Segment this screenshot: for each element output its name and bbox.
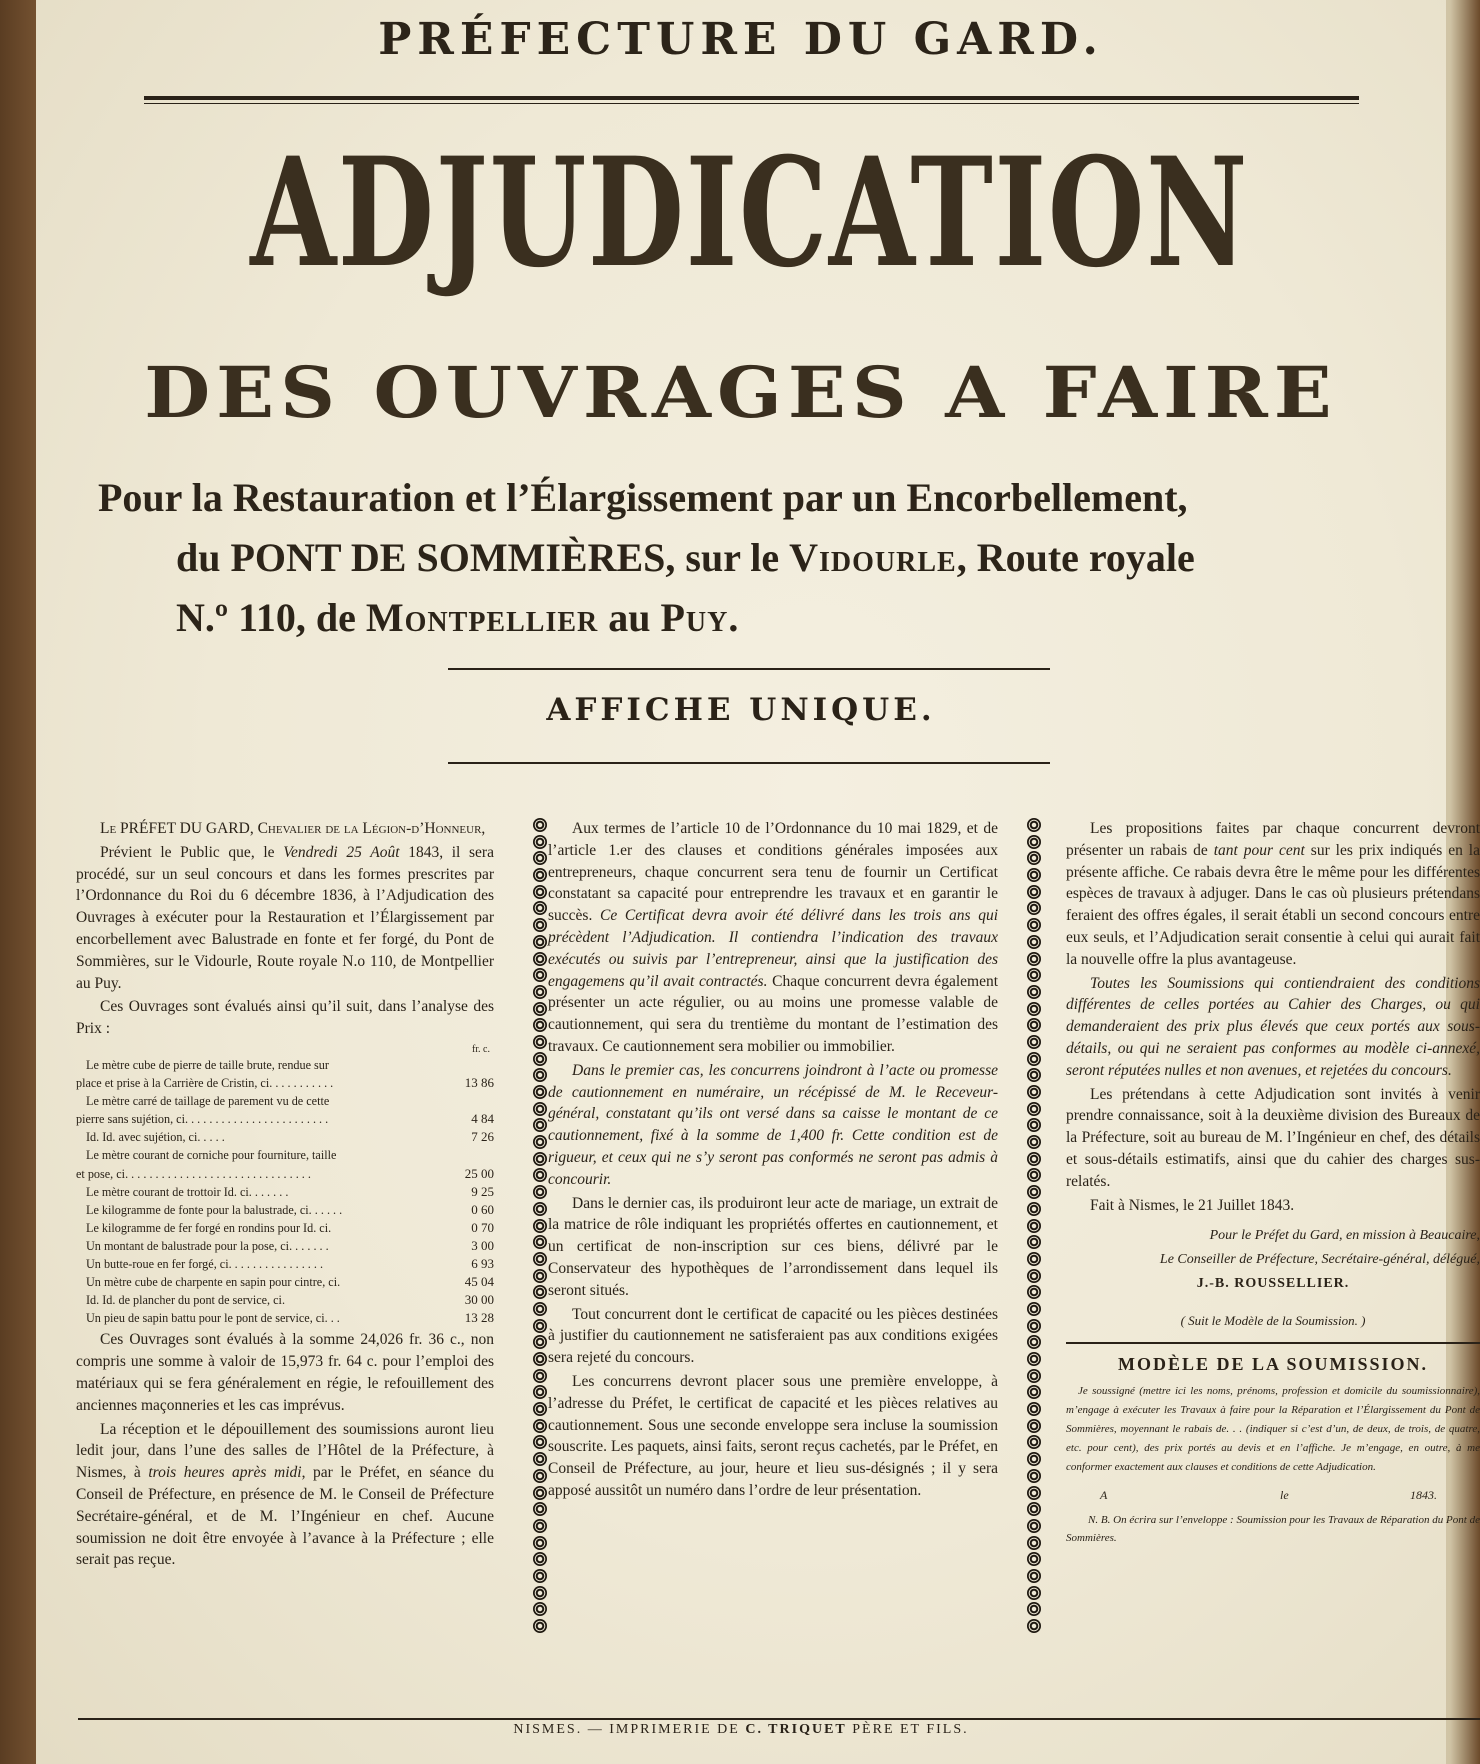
price-row: [76, 1219, 494, 1237]
price-row: [76, 1165, 494, 1183]
text-fragment: 1843, il sera procédé, sur un seul concours et dans les formes prescrites par l’Ordonnance du Roi du 6 décembre 1836, à l’Adjudication des Ouvrages à exécuter pour la Restauration et l’Élargissement par encorbellement avec Balustrade en fonte et fer forgé, du Pont de Sommières, sur le Vidourle, Route royale N.o 110, de Montpellier au Puy.: [76, 843, 494, 992]
top-rule: [144, 96, 1359, 100]
ornament-rosette-icon: [533, 1369, 547, 1383]
ornament-rosette-icon: [1027, 851, 1041, 865]
bridge-name: PONT DE SOMMIÈRES: [230, 535, 666, 580]
price-description: Le mètre cube de pierre de taille brute, rendue sur: [86, 1057, 329, 1072]
ornament-rosette-icon: [533, 1335, 547, 1349]
price-row: [76, 1183, 494, 1201]
auction-date: Vendredi 25 Août: [283, 843, 400, 861]
submissions-paragraph: Toutes les Soumissions qui contiendraient des conditions différentes de celles portées au Cahier des Charges, ou qui demanderaient des prix plus élevés que ceux portés aux sous-détails, ou qui ne seraient pas conformes au modèle ci-annexé, seront réputées nulles et non avenues, et rejetées du concours.: [1066, 974, 1480, 1079]
meeting-time: trois heures après midi: [148, 1464, 302, 1482]
ornament-rosette-icon: [1027, 1002, 1041, 1016]
ornament-rosette-icon: [1027, 1252, 1041, 1266]
ornament-rosette-icon: [1027, 1219, 1041, 1233]
ornament-rosette-icon: [533, 1285, 547, 1299]
ornament-rosette-icon: [1027, 1052, 1041, 1066]
price-amount: 4 84: [471, 1111, 494, 1127]
price-description: Id. Id. de plancher du pont de service, ci.: [86, 1293, 285, 1308]
ornament-rosette-icon: [1027, 1536, 1041, 1550]
ornament-rosette-icon: [533, 851, 547, 865]
price-row: [76, 1074, 494, 1092]
ornament-rosette-icon: [1027, 1619, 1041, 1633]
prefet-intro: [76, 818, 494, 840]
ornament-rosette-icon: [1027, 1602, 1041, 1616]
ornament-rosette-icon: [1027, 868, 1041, 882]
price-row: [76, 1255, 494, 1273]
divider-lower: [448, 762, 1050, 764]
price-rows: [76, 1056, 494, 1327]
price-amount: 13 28: [464, 1310, 494, 1326]
ornament-rosette-icon: [533, 985, 547, 999]
text-fragment: Prévient le Public que, le: [100, 843, 284, 861]
certificate-conditions: Ce Certificat devra avoir été délivré dans les trois ans qui précèdent l’Adjudication. Il contiendra l’indication des travaux exécutés ou suivis par l’entrepreneur, ainsi que la justification des engagemens qu’il avait contractés.: [548, 907, 999, 990]
text-fragment: Les propositions faites par chaque concurrent devront présenter un rabais de: [1066, 820, 1480, 859]
text-fragment: NISMES. — IMPRIMERIE DE: [513, 1722, 746, 1737]
ornament-rosette-icon: [533, 952, 547, 966]
main-title: ADJUDICATION: [250, 125, 1249, 301]
ornament-rosette-icon: [533, 1552, 547, 1566]
ornament-column-right: [1026, 818, 1042, 1650]
total-paragraph: Ces Ouvrages sont évalués à la somme 24,026 fr. 36 c., non compris une somme à valoir de 15,973 fr. 64 c. pour l’emploi des matériaux qui se fera généralement en régie, le refouillement des anciennes maçonneries et les cas imprévus.: [76, 1331, 494, 1414]
date-place-blank: A: [1100, 1487, 1108, 1502]
ornament-rosette-icon: [533, 835, 547, 849]
ornament-rosette-icon: [1027, 1319, 1041, 1333]
ornament-rosette-icon: [1027, 1552, 1041, 1566]
text-fragment: du: [176, 535, 231, 580]
price-row: [76, 1056, 494, 1074]
model-text: Je soussigné (mettre ici les noms, prénoms, profession et domicile du soumissionnaire), m’engage à exécuter les Travaux à faire pour la Réparation et l’Élargissement du Pont de Sommières, moyennant le rabais de. . . (indiquer si c’est d’un, de deux, de trois, de quatre, etc. pour cent), des prix portés au devis et en l’affiche. Je m’engage, en outre, à me conformer exactement aux clauses et conditions de cette Adjudication.: [1066, 1384, 1480, 1473]
top-rule-thin: [144, 103, 1359, 104]
date-day-blank: le: [1280, 1487, 1289, 1502]
ornament-rosette-icon: [533, 1219, 547, 1233]
ornament-rosette-icon: [533, 1152, 547, 1166]
announcement-paragraph: [76, 842, 494, 995]
divider-upper: [448, 668, 1050, 670]
text-fragment: , par le Préfet, en séance du Conseil de Préfecture, en présence de M. le Conseil de Préfecture Secrétaire-général, et de M. l’Ingénieur en chef. Aucune soumission ne doit être envoyée à l’avance à la Préfecture ; elle serait pas reçue.: [76, 1464, 494, 1569]
price-description: Un montant de balustrade pour la pose, ci. . . . . . .: [86, 1238, 329, 1253]
ornament-rosette-icon: [1027, 1168, 1041, 1182]
rebate-term: tant pour cent: [1213, 841, 1305, 859]
text-fragment: .: [728, 595, 739, 640]
ornament-rosette-icon: [1027, 885, 1041, 899]
price-description: et pose, ci. . . . . . . . . . . . . . . . . . . . . . . . . . . . . . .: [76, 1166, 311, 1181]
text-fragment: , de: [295, 595, 366, 640]
model-rule: [1066, 1342, 1480, 1344]
ornament-rosette-icon: [533, 1135, 547, 1149]
price-row: [76, 1128, 494, 1146]
prefet-title: Le PRÉFET DU GARD, Chevalier de la Légion-d’Honneur,: [100, 820, 486, 837]
ornament-rosette-icon: [533, 1519, 547, 1533]
ornament-rosette-icon: [533, 1269, 547, 1283]
proposals-paragraph: [1066, 818, 1480, 971]
ornament-rosette-icon: [1027, 1352, 1041, 1366]
ornament-rosette-icon: [533, 1102, 547, 1116]
price-row: [76, 1273, 494, 1291]
ornament-rosette-icon: [533, 1319, 547, 1333]
second-case-paragraph: Dans le dernier cas, ils produiront leur acte de mariage, un extrait de la matrice de rôle indiquant les propriétés offertes en cautionnement, et un certificat de non-inscription sur ces biens, délivré par le Conservateur des hypothèques de l’arrondissement dans lequel ils seront situés.: [548, 1194, 998, 1299]
ornament-rosette-icon: [533, 1168, 547, 1182]
description-line-3: [98, 588, 1438, 648]
price-row: [76, 1146, 494, 1164]
price-description: Un mètre cube de charpente en sapin pour cintre, ci.: [86, 1275, 341, 1290]
price-description: Un butte-roue en fer forgé, ci. . . . . . . . . . . . . . . .: [86, 1257, 324, 1271]
invitation-paragraph: Les prétendans à cette Adjudication sont invités à venir prendre connaissance, soit à la deuxième division des Bureaux de la Préfecture, soit au bureau de M. l’Ingénieur en chef, des détails et sous-détails estimatifs, ainsi que du cahier des charges sus-relatés.: [1066, 1085, 1480, 1190]
text-fragment: PÈRE ET FILS.: [846, 1722, 969, 1737]
project-description: [98, 468, 1438, 648]
text-fragment: au: [598, 595, 661, 640]
ornament-rosette-icon: [1027, 1152, 1041, 1166]
price-amount: 13 86: [464, 1075, 494, 1091]
ornament-rosette-icon: [1027, 1435, 1041, 1449]
ornament-rosette-icon: [1027, 818, 1041, 832]
river-name: Vidourle: [789, 535, 957, 580]
prefecture-heading: PRÉFECTURE DU GARD.: [378, 14, 1104, 65]
price-description: Le kilogramme de fonte pour la balustrade, ci. . . . . .: [86, 1202, 343, 1217]
price-description: Le mètre carré de taillage de parement vu de cette: [86, 1094, 330, 1109]
ornament-rosette-icon: [533, 1235, 547, 1249]
ornament-rosette-icon: [533, 1052, 547, 1066]
price-unit-header: fr. c.: [471, 1043, 490, 1055]
ornament-rosette-icon: [1027, 952, 1041, 966]
ornament-rosette-icon: [533, 818, 547, 832]
ornament-rosette-icon: [533, 1402, 547, 1416]
price-row: [76, 1110, 494, 1128]
route-number: N.º 110: [176, 595, 296, 640]
ornament-rosette-icon: [533, 1252, 547, 1266]
price-amount: 6 93: [471, 1256, 494, 1271]
description-line-1: Pour la Restauration et l’Élargissement par un Encorbellement,: [98, 475, 1188, 520]
ornament-rosette-icon: [533, 1435, 547, 1449]
ornament-rosette-icon: [1027, 918, 1041, 932]
envelope-paragraph: Les concurrens devront placer sous une première enveloppe, à l’adresse du Préfet, le certificat de capacité et les pièces relatives au cautionnement. Sous une seconde enveloppe sera incluse la soumission souscrite. Les paquets, ainsi faits, seront reçus cachetés, par le Préfet, en Conseil de Préfecture, au jour, heure et lieu sus-désignés ; il y sera apposé aussitôt un numéro dans l’ordre de leur présentation.: [548, 1372, 998, 1499]
ornament-rosette-icon: [533, 968, 547, 982]
ornament-rosette-icon: [533, 1002, 547, 1016]
ornament-rosette-icon: [1027, 968, 1041, 982]
ornament-rosette-icon: [533, 1118, 547, 1132]
ornament-rosette-icon: [1027, 1285, 1041, 1299]
city-puy: Puy: [660, 595, 729, 640]
bottom-rule: [78, 1718, 1480, 1720]
price-amount: 9 25: [471, 1183, 494, 1199]
printer-name: C. TRIQUET: [745, 1722, 847, 1737]
model-date-line: [1066, 1485, 1480, 1507]
ornament-rosette-icon: [1027, 1118, 1041, 1132]
city-montpellier: Montpellier: [365, 595, 599, 640]
ornament-rosette-icon: [1027, 1502, 1041, 1516]
price-description: pierre sans sujétion, ci. . . . . . . . . . . . . . . . . . . . . . . .: [76, 1112, 329, 1127]
ornament-rosette-icon: [1027, 1269, 1041, 1283]
column-right: [1066, 818, 1480, 1547]
ornament-rosette-icon: [1027, 1452, 1041, 1466]
price-row: [76, 1309, 494, 1327]
ornament-rosette-icon: [1027, 1102, 1041, 1116]
ornament-rosette-icon: [533, 1085, 547, 1099]
ornament-rosette-icon: [1027, 1035, 1041, 1049]
ornament-rosette-icon: [1027, 1335, 1041, 1349]
price-description: place et prise à la Carrière de Cristin, ci. . . . . . . . . . .: [76, 1076, 334, 1091]
evaluation-intro: Ces Ouvrages sont évalués ainsi qu’il suit, dans l’analyse des Prix :: [76, 998, 494, 1038]
ornament-rosette-icon: [533, 1569, 547, 1583]
rejection-paragraph: Tout concurrent dont le certificat de capacité ou les pièces destinées à justifier du cautionnement ne satisferaient pas aux conditions exigées sera rejeté du concours.: [548, 1305, 998, 1367]
price-amount: 30 00: [464, 1292, 494, 1308]
affiche-unique-label: AFFICHE UNIQUE.: [546, 692, 936, 728]
ornament-rosette-icon: [533, 1385, 547, 1399]
model-title: MODÈLE DE LA SOUMISSION.: [1117, 1354, 1429, 1375]
signature-line-2: Le Conseiller de Préfecture, Secrétaire-général, délégué,: [1159, 1252, 1480, 1268]
ornament-rosette-icon: [533, 885, 547, 899]
ornament-rosette-icon: [1027, 1085, 1041, 1099]
ornament-rosette-icon: [1027, 901, 1041, 915]
ornament-rosette-icon: [1027, 1469, 1041, 1483]
model-follows-note: ( Suit le Modèle de la Soumission. ): [1180, 1313, 1366, 1329]
ornament-rosette-icon: [1027, 1486, 1041, 1500]
text-fragment: La réception et le dépouillement des soumissions auront lieu ledit jour, dans l’une des salles de l’Hôtel de la Préfecture, à Nismes, à: [76, 1420, 494, 1482]
first-case-paragraph: Dans le premier cas, les concurrens joindront à l’acte ou promesse de cautionnement en numéraire, un récépissé de M. le Receveur-général, constatant qu’ils ont versé dans sa caisse le montant de ce cautionnement, fixé à la somme de 1,400 fr. Cette condition est de rigueur, et ceux qui ne s’y seront pas conformés ne seront pas admis à concourir.: [548, 1061, 998, 1188]
ornament-rosette-icon: [533, 1619, 547, 1633]
price-amount: 0 60: [471, 1201, 494, 1217]
price-amount: 7 26: [471, 1129, 494, 1145]
ornament-rosette-icon: [1027, 1402, 1041, 1416]
ornament-rosette-icon: [533, 1068, 547, 1082]
ornament-rosette-icon: [1027, 1135, 1041, 1149]
ornament-rosette-icon: [1027, 1385, 1041, 1399]
ornament-rosette-icon: [533, 918, 547, 932]
ornament-rosette-icon: [533, 1586, 547, 1600]
ornament-column-left: [532, 818, 548, 1650]
ornament-rosette-icon: [533, 1469, 547, 1483]
price-amount: 0 70: [471, 1219, 494, 1235]
ornament-rosette-icon: [1027, 1185, 1041, 1199]
price-description: Le kilogramme de fer forgé en rondins pour Id. ci.: [86, 1220, 332, 1235]
ornament-rosette-icon: [1027, 1202, 1041, 1216]
ornament-rosette-icon: [533, 1018, 547, 1032]
ornament-rosette-icon: [1027, 1419, 1041, 1433]
ornament-rosette-icon: [533, 1502, 547, 1516]
ornament-rosette-icon: [533, 1202, 547, 1216]
sub-title: DES OUVRAGES A FAIRE: [144, 351, 1338, 434]
ornament-rosette-icon: [533, 1602, 547, 1616]
price-row: [76, 1291, 494, 1309]
reception-paragraph: [76, 1419, 494, 1572]
text-fragment: , Route royale: [956, 535, 1195, 580]
ornament-rosette-icon: [1027, 1369, 1041, 1383]
price-amount: 25 00: [464, 1165, 494, 1181]
date-place: Fait à Nismes, le 21 Juillet 1843.: [1090, 1196, 1295, 1214]
text-fragment: Chaque concurrent devra également présenter un acte régulier, ou au moins une promesse valable de cautionnement, qui sera du trentième du montant de l’estimation des travaux. Ce cautionnement sera mobilier ou immobilier.: [548, 972, 998, 1055]
ornament-rosette-icon: [533, 901, 547, 915]
column-middle: [548, 818, 998, 1504]
price-description: Un pieu de sapin battu pour le pont de service, ci. . .: [86, 1311, 340, 1326]
signature-block: [1066, 1272, 1480, 1296]
ornament-rosette-icon: [533, 868, 547, 882]
envelope-note: N. B. On écrira sur l’enveloppe : Soumission pour les Travaux de Réparation du Pont de Sommières.: [1066, 1513, 1480, 1544]
ornament-rosette-icon: [1027, 1068, 1041, 1082]
price-description: Le mètre courant de trottoir Id. ci. . . . . . .: [86, 1184, 289, 1199]
text-fragment: sur les prix indiqués en la présente affiche. Ce rabais devra être le même pour les différentes espèces de travaux à adjuger. Dans le cas où plusieurs prétendans feraient des offres égales, il serait établi un second concours entre eux seuls, et l’Adjudication serait consentie à celui qui aurait fait la nouvelle offre la plus avantageuse.: [1066, 841, 1480, 968]
ornament-rosette-icon: [1027, 1586, 1041, 1600]
signature-line-1: Pour le Préfet du Gard, en mission à Beaucaire,: [1209, 1228, 1480, 1244]
ornament-rosette-icon: [533, 1419, 547, 1433]
certificate-paragraph: [548, 818, 998, 1058]
text-fragment: , sur le: [665, 535, 790, 580]
price-description: Id. Id. avec sujétion, ci. . . . .: [86, 1130, 225, 1145]
ornament-rosette-icon: [1027, 1569, 1041, 1583]
column-left: [76, 818, 494, 1573]
ornament-rosette-icon: [533, 1352, 547, 1366]
date-year: 1843.: [1410, 1487, 1437, 1502]
ornament-rosette-icon: [533, 935, 547, 949]
ornament-rosette-icon: [533, 1452, 547, 1466]
printer-imprint: [36, 1722, 1446, 1738]
ornament-rosette-icon: [1027, 985, 1041, 999]
description-line-2: [98, 528, 1438, 588]
ornament-rosette-icon: [1027, 1519, 1041, 1533]
ornament-rosette-icon: [1027, 1302, 1041, 1316]
text-fragment: Aux termes de l’article 10 de l’Ordonnance du 10 mai 1829, et de l’article 1.er des clauses et conditions générales imposées aux entrepreneurs, chaque concurrent sera tenu de fournir un Certificat constatant sa capacité pour entreprendre les travaux et en garantir le succès.: [548, 820, 998, 925]
ornament-rosette-icon: [1027, 835, 1041, 849]
ornament-rosette-icon: [1027, 935, 1041, 949]
price-row: [76, 1237, 494, 1255]
ornament-rosette-icon: [1027, 1235, 1041, 1249]
price-amount: 45 04: [464, 1274, 494, 1290]
ornament-rosette-icon: [1027, 1018, 1041, 1032]
poster: [36, 0, 1480, 1764]
price-row: [76, 1201, 494, 1219]
ornament-rosette-icon: [533, 1035, 547, 1049]
price-amount: 3 00: [471, 1237, 494, 1253]
price-row: [76, 1092, 494, 1110]
ornament-rosette-icon: [533, 1536, 547, 1550]
ornament-rosette-icon: [533, 1486, 547, 1500]
price-list: [76, 1044, 494, 1327]
ornament-rosette-icon: [533, 1302, 547, 1316]
price-description: Le mètre courant de corniche pour fourniture, taille: [86, 1148, 337, 1163]
signatory-name: J.-B. ROUSSELLIER.: [1196, 1276, 1350, 1292]
ornament-rosette-icon: [533, 1185, 547, 1199]
